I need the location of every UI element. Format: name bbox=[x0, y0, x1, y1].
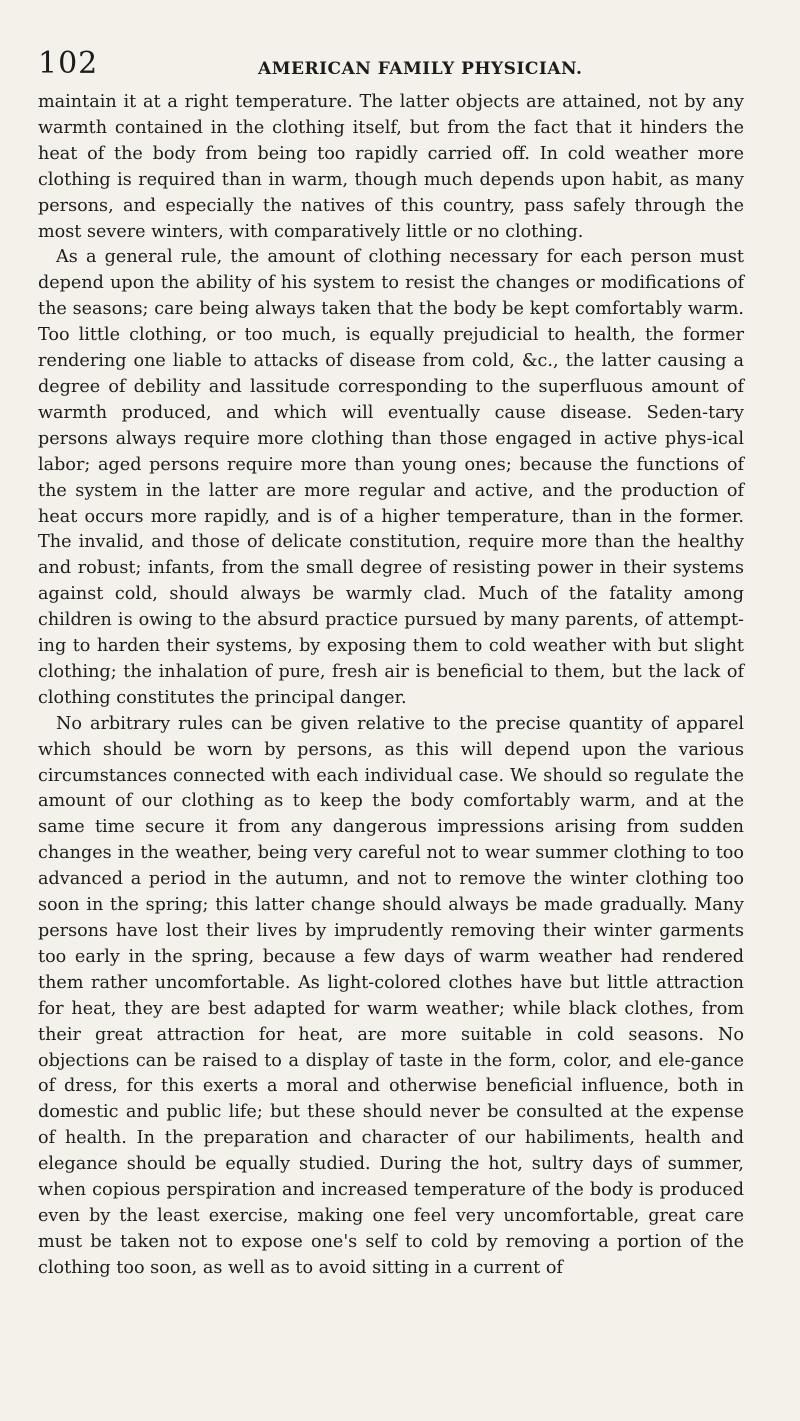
running-head: AMERICAN FAMILY PHYSICIAN. bbox=[258, 59, 583, 79]
page-number: 102 bbox=[38, 46, 99, 81]
paragraph: maintain it at a right temperature. The latter objects are attained, not by any warmth contained in the clothing itself, but from the fact that it hinders the heat of the body from being too rapidly carried off. In cold weather more clothing is required than in warm, though much depends upon habit, as many persons, and especially the natives of this country, pass safely through the most severe winters, with comparatively little or no clothing. bbox=[38, 92, 744, 242]
paragraph: No arbitrary rules can be given relative to the precise quantity of apparel which should be worn by persons, as this will depend upon the various circumstances connected with each individual case. We should so regulate the amount of our clothing as to keep the body comfortably warm, and at the same time secure it from any dangerous impressions arising from sudden changes in the weather, being very careful not to wear summer clothing to too advanced a period in the autumn, and not to remove the winter clothing too soon in the spring; this latter change should always be made gradually. Many persons have lost their lives by imprudently removing their winter garments too early in the spring, because a few days of warm weather had rendered them rather uncomfortable. As light-colored clothes have but little attraction for heat, they are best adapted for warm weather; while black clothes, from their great attraction for heat, are more suitable in cold seasons. No objections can be raised to a display of taste in the form, color, and ele-gance of dress, for this exerts a moral and otherwise beneficial influence, both in domestic and public life; but these should never be consulted at the expense of health. In the preparation and character of our habiliments, health and elegance should be equally studied. During the hot, sultry days of summer, when copious perspiration and increased temperature of the body is produced even by the least exercise, making one feel very uncomfortable, great care must be taken not to expose one's self to cold by removing a portion of the clothing too soon, as well as to avoid sitting in a current of bbox=[38, 713, 744, 1278]
body-text bbox=[38, 90, 744, 1282]
page-header bbox=[38, 40, 744, 80]
paragraph: As a general rule, the amount of clothing necessary for each person must depend upon the ability of his system to resist the changes or modifications of the seasons; care being always taken that the body be kept comfortably warm. Too little clothing, or too much, is equally prejudicial to health, the former rendering one liable to attacks of disease from cold, &c., the latter causing a degree of debility and lassitude corresponding to the superfluous amount of warmth produced, and which will eventually cause disease. Seden-tary persons always require more clothing than those engaged in active phys-ical labor; aged persons require more than young ones; because the functions of the system in the latter are more regular and active, and the production of heat occurs more rapidly, and is of a higher temperature, than in the former. The invalid, and those of delicate constitution, require more than the healthy and robust; infants, from the small degree of resisting power in their systems against cold, should always be warmly clad. Much of the fatality among children is owing to the absurd practice pursued by many parents, of attempt-ing to harden their systems, by exposing them to cold weather with but slight clothing; the inhalation of pure, fresh air is beneficial to them, but the lack of clothing constitutes the principal danger. bbox=[38, 247, 744, 708]
